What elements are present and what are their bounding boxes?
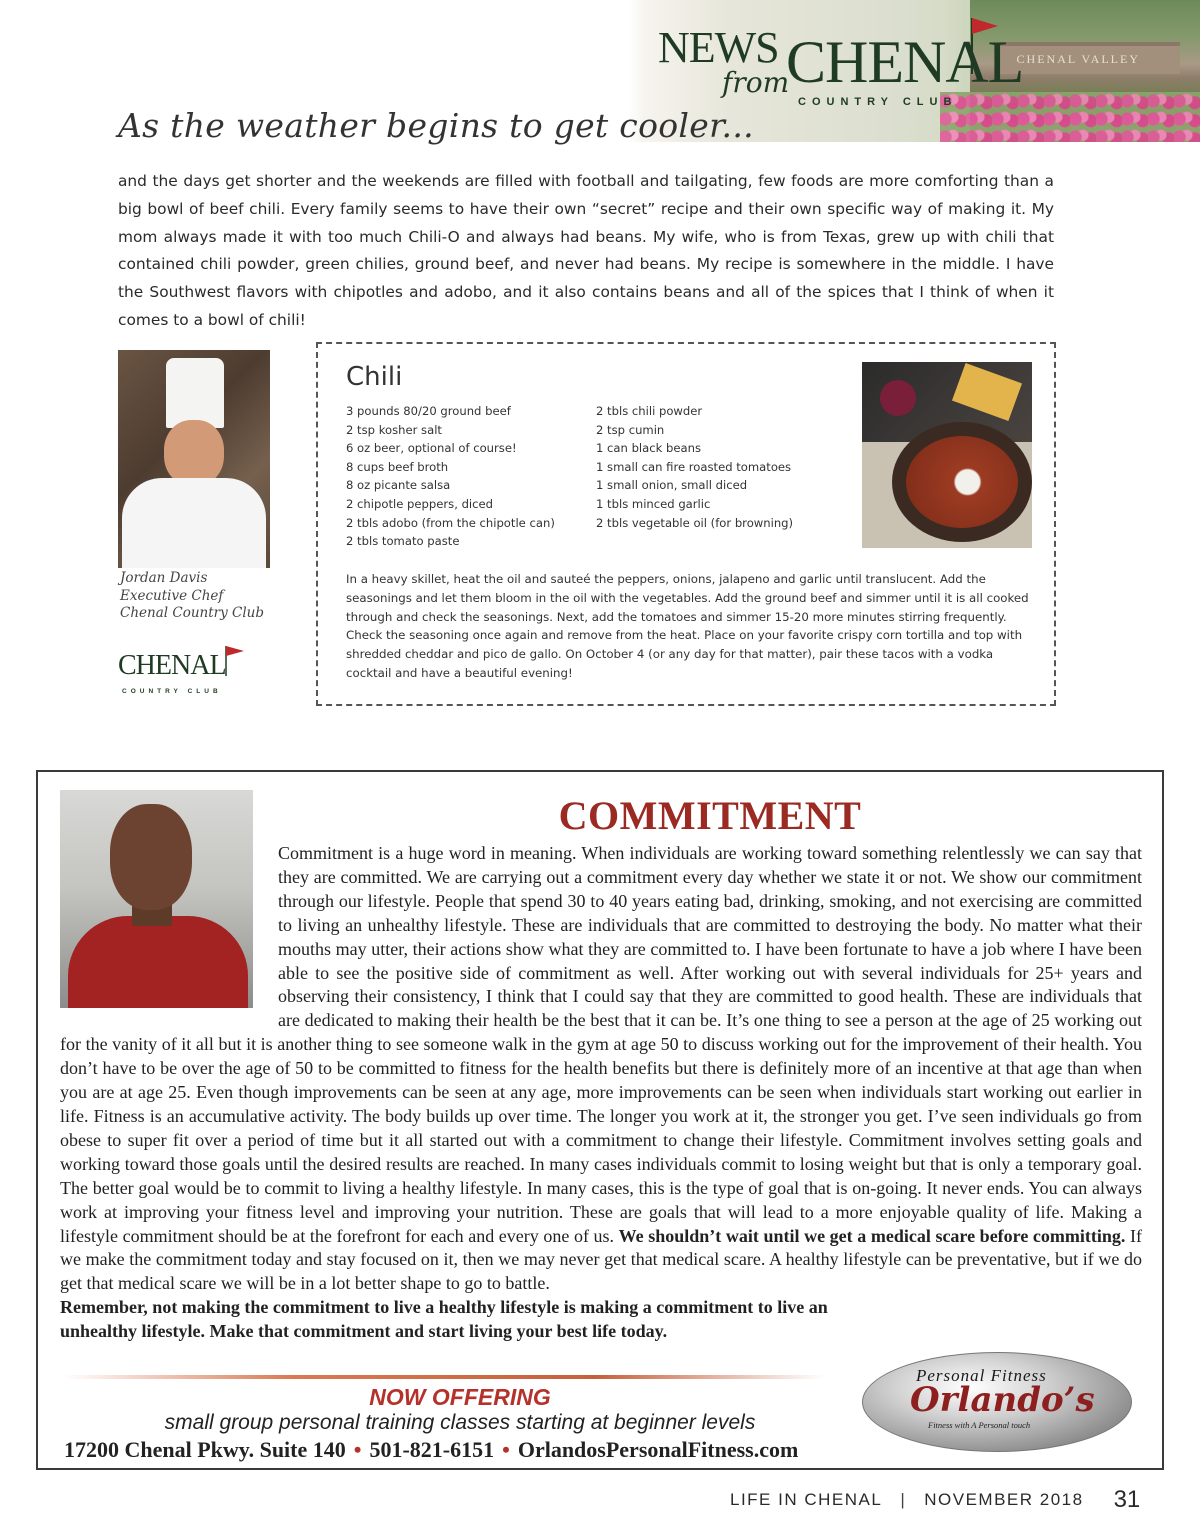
ingredient-item: 2 chipotle peppers, diced (346, 496, 494, 511)
ingredients-left (346, 402, 586, 551)
ingredient-item: 3 pounds 80/20 ground beef (346, 404, 511, 418)
news-masthead: NEWS (658, 23, 779, 72)
ad-body (60, 842, 1142, 1344)
golf-flag-icon (222, 644, 246, 676)
from-masthead: from (722, 66, 790, 99)
logo-personal-fitness: Personal Fitness (916, 1366, 1047, 1385)
phone-link[interactable]: 501-821-6151 (369, 1437, 495, 1462)
chili-photo (862, 362, 1032, 548)
recipe-directions: In a heavy skillet, heat the oil and sauteé the peppers, onions, jalapeno and garlic until translucent. Add the seasonings and let them bloom in the oil with the vegetables. Add the ground beef and simmer until it is all cooked through and check the seasonings. Next, add the tomatoes and simmer 15-20 more minutes stirring frequently. Check the seasoning once again and remove from the heat. Place on your favorite crispy corn tortilla and top with shredded cheddar and pico de gallo. On October 4 (or any day for that matter), pair these tacos with a vodka cocktail and have a beautiful evening! (346, 572, 1029, 680)
chef-title: Executive Chef (120, 587, 224, 604)
chenal-logo-text: CHENAL (118, 650, 226, 681)
golf-flag-icon (964, 14, 1004, 74)
logo-orlandos: Orlando’s (910, 1380, 1095, 1420)
now-offering: NOW OFFERING (369, 1384, 551, 1410)
ingredient-item: 2 tbls tomato paste (346, 534, 460, 549)
flower-bed (940, 92, 1200, 142)
ingredient-item: 1 can black beans (596, 441, 702, 456)
logo-tagline: Fitness with A Personal touch (928, 1420, 1031, 1430)
chenal-logo-sub: COUNTRY CLUB (122, 688, 222, 695)
ingredient-item: 2 tbls vegetable oil (for browning) (596, 515, 794, 530)
ingredient-item: 8 cups beef broth (346, 459, 449, 474)
article-heading: As the weather begins to get cooler... (118, 106, 754, 145)
ingredient-item: 2 tsp kosher salt (346, 422, 442, 437)
chef-face (164, 420, 224, 486)
website-link[interactable]: OrlandosPersonalFitness.com (517, 1437, 799, 1462)
issue-date: NOVEMBER 2018 (924, 1490, 1084, 1509)
wall-sign: CHENAL VALLEY (1016, 52, 1140, 66)
ingredient-item: 6 oz beer, optional of course! (346, 441, 517, 456)
chef-caption (120, 570, 264, 623)
ad-body-bold-2: Remember, not making the commitment to live a healthy lifestyle is making a commitment to live an unhealthy lifestyle. Make that commitment and start living your best life today. (60, 1297, 828, 1342)
chenal-masthead: CHENAL (786, 29, 1024, 95)
ad-title: COMMITMENT (558, 793, 862, 838)
chef-photo (118, 350, 270, 568)
chef-hat (166, 358, 224, 428)
page-number: 31 (1113, 1486, 1141, 1513)
ad-body-main: Commitment is a huge word in meaning. When individuals are working toward something relentlessly we can say that they are committed. We are carrying out a commitment every day whether we state it or not. We show our commitment through our lifestyle. People that spend 30 to 40 years eating bad, drinking, smoking, and not exercising are committed to living an unhealthy lifestyle. These are individuals that are committed to destroying the body. No matter what their mouths may utter, their actions show what they are committed to. I have been fortunate to have a job where I have been able to see the positive side of commitment as well. After working out with several individuals for 25+ years and observing their consistency, I think that I could say that they are committed to good health. These are individuals that are dedicated to making their health be the best that it can be. It’s one thing to see a person at the age of 25 working out for the vanity of it all but it is another thing to see someone walk in the gym at age 50 to discuss working out for the improvement of their health. You don’t have to be over the age of 50 to be committed to fitness for the health benefits but there is definitely more of an incentive at that age than when you are at age 25. Even though improvements can be seen at any age, more improvements can be seen when individuals start working out earlier in life. Fitness is an accumulative activity. The body builds up over time. The longer you work at it, the stronger you get. I’ve seen individuals go from obese to super fit over a period of time but it all started out with a commitment to change their lifestyle. Commitment involves setting goals and working toward those goals until the desired results are reached. In many cases individuals commit to losing weight but that is only a temporary goal. The better goal would be to commit to living a healthy lifestyle. In many cases, this is the type of goal that is on-going. It never ends. You can always work at improving your fitness level and improving your nutrition. These are goals that will lead to a more enjoyable quality of life. Making a lifestyle commitment should be at the forefront for each and every one of us. (60, 843, 1142, 1246)
publication-name: LIFE IN CHENAL (730, 1490, 883, 1509)
page-footer (730, 1484, 1140, 1512)
chenal-logo (118, 648, 248, 708)
footer-separator: | (900, 1490, 907, 1509)
ingredient-item: 1 tbls minced garlic (596, 496, 711, 511)
chef-club: Chenal Country Club (120, 605, 264, 621)
chef-coat (122, 478, 266, 568)
chef-name: Jordan Davis (120, 570, 208, 586)
ingredient-item: 1 small can fire roasted tomatoes (596, 459, 792, 474)
ingredient-item: 8 oz picante salsa (346, 478, 451, 493)
ingredient-item: 2 tbls adobo (from the chipotle can) (346, 515, 555, 530)
contact-line (64, 1437, 798, 1463)
offer-line: small group personal training classes starting at beginner levels (164, 1411, 756, 1434)
divider-rule (64, 1375, 824, 1379)
ingredients-right (596, 402, 846, 532)
ad-body-bold-1: We shouldn’t wait until we get a medical scare before committing. (618, 1225, 1126, 1246)
recipe-title: Chili (346, 362, 403, 392)
bullet: • (353, 1437, 362, 1462)
ingredient-item: 1 small onion, small diced (596, 478, 748, 493)
ingredient-item: 2 tbls chili powder (596, 404, 703, 418)
ingredient-item: 2 tsp cumin (596, 422, 665, 437)
country-club-masthead: COUNTRY CLUB (798, 96, 958, 108)
address: 17200 Chenal Pkwy. Suite 140 (64, 1437, 346, 1462)
article-intro: and the days get shorter and the weekends are filled with football and tailgating, few foods are more comforting than a big bowl of beef chili. Every family seems to have their own “secret” recipe and their own specific way of making it. My mom always made it with too much Chili-O and always had beans. My wife, who is from Texas, grew up with chili that contained chili powder, green chilies, ground beef, and never had beans. My recipe is somewhere in the middle. I have the Southwest flavors with chipotles and adobo, and it also contains beans and all of the spices that I think of when it comes to a bowl of chili! (118, 172, 1054, 329)
ad-body-mid: If we make the commitment today and stay focused on it, then we may never get that medical scare. A healthy lifestyle can be preventative, but if we do get that medical scare we will be in a lot better shape to go to battle. (60, 1225, 1143, 1294)
bullet: • (502, 1437, 510, 1462)
